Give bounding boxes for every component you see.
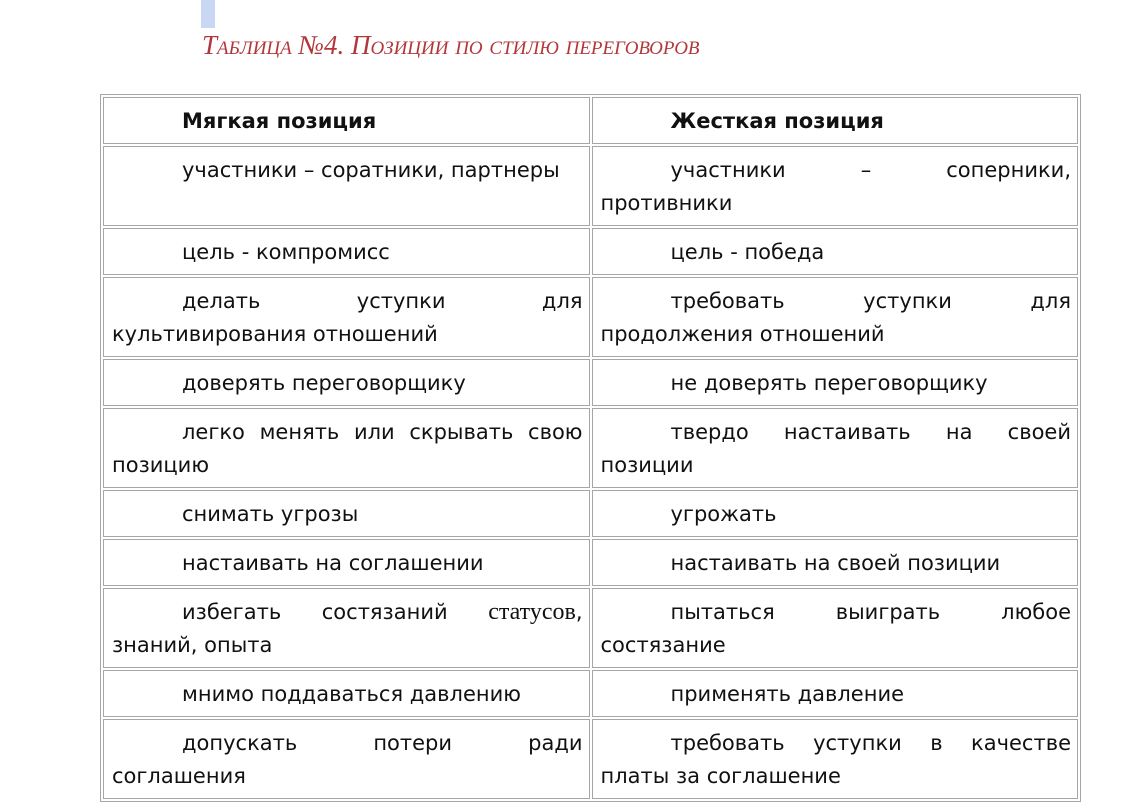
- text-cursor-marker: [201, 0, 215, 28]
- hard-cell: настаивать на своей позиции: [592, 539, 1079, 586]
- soft-cell: доверять переговорщику: [103, 359, 590, 406]
- table-header-row: [103, 97, 1078, 144]
- hard-cell: угрожать: [592, 490, 1079, 537]
- soft-cell-text-part: , знаний, опыта: [112, 600, 583, 657]
- table-row: [103, 359, 1078, 406]
- hard-cell: требовать уступки в качестве платы за соглашение: [592, 719, 1079, 799]
- soft-cell: легко менять или скрывать свою позицию: [103, 408, 590, 488]
- hard-cell: твердо настаивать на своей позиции: [592, 408, 1079, 488]
- positions-table: [100, 94, 1081, 802]
- soft-cell: настаивать на соглашении: [103, 539, 590, 586]
- soft-cell: мнимо поддаваться давлению: [103, 670, 590, 717]
- table-row: [103, 490, 1078, 537]
- table-caption: Таблица №4. Позиции по стилю переговоров: [202, 30, 700, 60]
- soft-cell: [103, 588, 590, 668]
- hard-cell: участники – соперники, противники: [592, 146, 1079, 226]
- table-row: [103, 228, 1078, 275]
- table-row: [103, 277, 1078, 357]
- soft-cell: делать уступки для культивирования отношений: [103, 277, 590, 357]
- table-row: [103, 588, 1078, 668]
- soft-cell: допускать потери ради соглашения: [103, 719, 590, 799]
- table-row: [103, 539, 1078, 586]
- table-row: [103, 719, 1078, 799]
- soft-cell: снимать угрозы: [103, 490, 590, 537]
- soft-cell-text-serif-part: статусов: [488, 599, 576, 625]
- soft-cell: цель - компромисс: [103, 228, 590, 275]
- hard-cell: применять давление: [592, 670, 1079, 717]
- header-soft-position: Мягкая позиция: [103, 97, 590, 144]
- hard-cell: пытаться выиграть любое состязание: [592, 588, 1079, 668]
- soft-cell-text-part: избегать состязаний: [182, 600, 489, 624]
- soft-cell: участники – соратники, партнеры: [103, 146, 590, 226]
- table-row: [103, 408, 1078, 488]
- hard-cell: требовать уступки для продолжения отношений: [592, 277, 1079, 357]
- table-row: [103, 146, 1078, 226]
- table-row: [103, 670, 1078, 717]
- hard-cell: цель - победа: [592, 228, 1079, 275]
- hard-cell: не доверять переговорщику: [592, 359, 1079, 406]
- header-hard-position: Жесткая позиция: [592, 97, 1079, 144]
